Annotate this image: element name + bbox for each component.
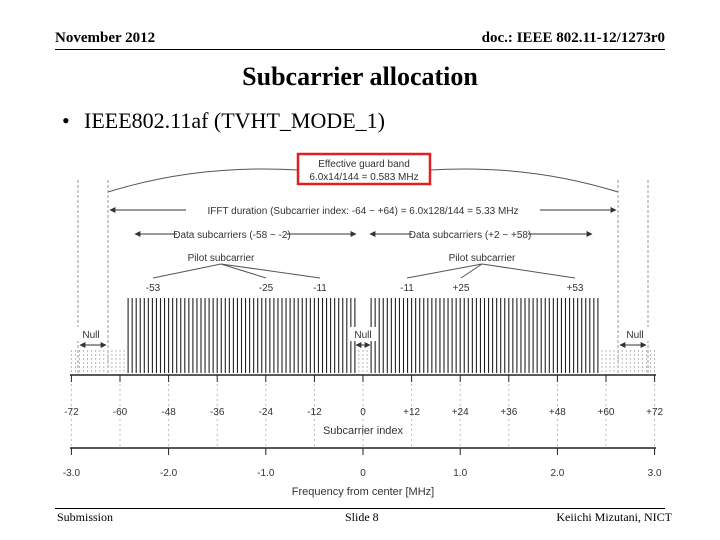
index-tick-label: +60 (597, 407, 615, 418)
pilot-lead (153, 264, 221, 278)
null-right-label: Null (626, 330, 644, 341)
pilot-index: +25 (452, 283, 470, 294)
footer-rule (55, 508, 665, 509)
pilot-lead (482, 264, 575, 278)
null-left-label: Null (82, 330, 100, 341)
data-right-label: Data subcarriers (+2 ~ +58) (408, 230, 532, 241)
pilot-lead (221, 264, 320, 278)
pilot-index: +53 (566, 283, 584, 294)
index-tick-label: +72 (646, 407, 664, 418)
index-tick-label: +48 (548, 407, 566, 418)
freq-tick-label: 0 (360, 468, 366, 479)
pilot-lead (221, 264, 266, 278)
index-tick-label: -60 (112, 407, 128, 418)
bullet-text: IEEE802.11af (TVHT_MODE_1) (84, 108, 385, 133)
pilot-index: -11 (400, 283, 414, 294)
index-tick-label: +36 (500, 407, 518, 418)
data-left-label: Data subcarriers (-58 ~ -2) (173, 230, 291, 241)
index-tick-label: -36 (209, 407, 225, 418)
guard-arc-right (430, 169, 618, 192)
freq-tick-label: -2.0 (159, 468, 178, 479)
header-rule (55, 49, 665, 50)
freq-tick-label: 1.0 (453, 468, 468, 479)
pilot-left-label: Pilot subcarrier (187, 253, 255, 264)
footer-author: Keiichi Mizutani, NICT (556, 510, 672, 524)
freq-tick-label: -1.0 (257, 468, 275, 479)
freq-tick-label: 2.0 (550, 468, 565, 479)
index-tick-label: +12 (403, 407, 421, 418)
freq-tick-label: -3.0 (62, 468, 81, 479)
index-tick-label: +24 (451, 407, 469, 418)
bullet-marker: • (62, 108, 70, 133)
footer-submission: Submission (57, 510, 114, 524)
footer-slide-number: Slide 8 (345, 510, 379, 524)
pilot-index: -25 (258, 283, 274, 294)
guard-arc-left (108, 169, 298, 192)
guard-band-line2: 6.0x14/144 = 0.583 MHz (309, 172, 419, 183)
index-tick-label: 0 (360, 407, 366, 418)
index-tick-label: -24 (258, 407, 274, 418)
index-tick-label: -48 (161, 407, 176, 418)
pilot-index: -53 (145, 283, 161, 294)
freq-axis-label: Frequency from center [MHz] (291, 486, 435, 498)
index-ticks (64, 375, 663, 448)
ifft-label: IFFT duration (Subcarrier index: -64 ~ +64) = 6.0x128/144 = 5.33 MHz (207, 206, 519, 217)
freq-tick-label: 3.0 (647, 468, 662, 479)
guard-band-line1: Effective guard band (318, 159, 410, 170)
null-center-label: Null (354, 330, 372, 341)
slide-title: Subcarrier allocation (242, 62, 478, 91)
index-tick-label: -72 (64, 407, 79, 418)
index-tick-label: -12 (307, 407, 322, 418)
pilot-index: -11 (313, 283, 327, 294)
pilot-right-label: Pilot subcarrier (448, 253, 516, 264)
freq-ticks (63, 448, 662, 479)
subcarrier-diagram (58, 150, 668, 502)
bullet-item (62, 108, 385, 134)
index-axis-label: Subcarrier index (322, 425, 404, 437)
header-doc-id: doc.: IEEE 802.11-12/1273r0 (481, 30, 665, 46)
header-date: November 2012 (55, 30, 156, 46)
